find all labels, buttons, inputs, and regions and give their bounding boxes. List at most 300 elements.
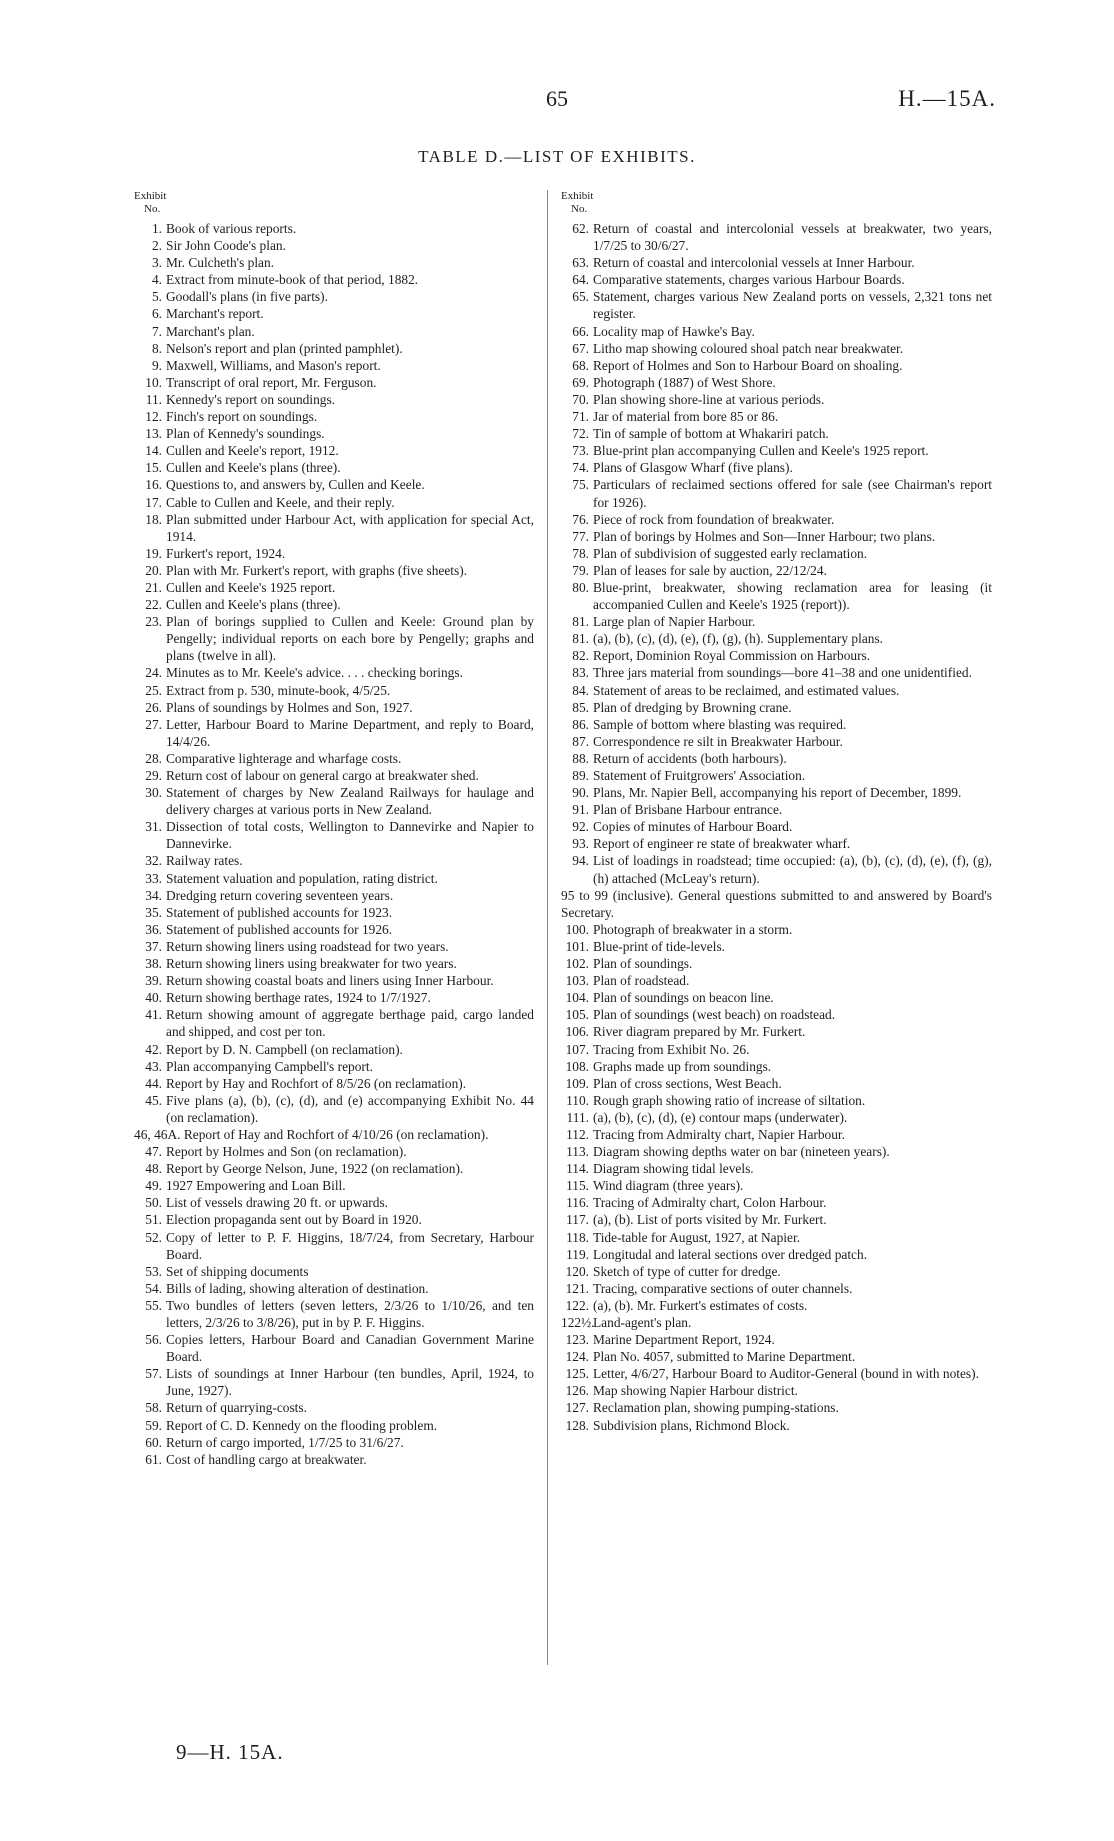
exhibit-entry [134,442,534,459]
exhibit-entry [134,374,534,391]
exhibit-number: 65. [572,289,589,305]
exhibit-entry [561,647,992,664]
exhibit-entry [561,476,992,510]
exhibit-description: Letter, Harbour Board to Marine Department, and reply to Board, 14/4/26. [166,716,534,749]
exhibit-number: 83. [572,665,589,681]
exhibit-description: Copies of minutes of Harbour Board. [593,819,793,835]
exhibit-number: 60. [145,1434,162,1450]
exhibit-number: 17. [145,494,162,510]
exhibit-description: Plan of subdivision of suggested early reclamation. [593,545,868,561]
exhibit-description: Plan of soundings (west beach) on roadstead. [593,1007,836,1023]
exhibit-entry [561,835,992,852]
exhibit-number: 122½. [561,1315,595,1330]
exhibit-number: 91. [572,802,589,818]
exhibit-number: 121. [565,1280,589,1296]
exhibit-number: 49. [145,1178,162,1194]
exhibit-number: 27. [145,716,162,732]
exhibit-number: 47. [145,1144,162,1160]
exhibit-entry [561,801,992,818]
exhibit-description: List of vessels drawing 20 ft. or upwards. [166,1195,389,1211]
exhibit-number: 75. [572,477,589,493]
exhibit-number: 111. [566,1109,589,1125]
exhibit-description: Finch's report on soundings. [166,409,318,425]
exhibit-entry [134,271,534,288]
exhibit-description: Tracing, comparative sections of outer channels. [593,1280,853,1296]
exhibit-description: Report of Hay and Rochfort of 4/10/26 (on reclamation). [183,1126,489,1142]
exhibit-description: Report, Dominion Royal Commission on Harbours. [593,648,871,664]
exhibit-entry [561,767,992,784]
exhibit-number: 30. [145,785,162,801]
exhibit-number: 107. [565,1041,589,1057]
exhibit-description: (a), (b). List of ports visited by Mr. Furkert. [593,1212,827,1228]
exhibit-description: Plan with Mr. Furkert's report, with graphs (five sheets). [166,562,468,578]
exhibit-number: 101. [565,938,589,954]
exhibit-description: Return cost of labour on general cargo at breakwater shed. [166,768,479,783]
exhibit-description: Return showing coastal boats and liners using Inner Harbour. [166,973,494,989]
exhibit-description: Return showing berthage rates, 1924 to 1/7/1927. [166,990,431,1006]
exhibit-entry [134,1143,534,1160]
exhibit-number: 88. [572,750,589,766]
exhibit-entry [134,664,534,681]
exhibit-description: Lists of soundings at Inner Harbour (ten bundles, April, 1924, to June, 1927). [166,1366,534,1399]
exhibit-entry [561,1280,992,1297]
exhibit-number: 102. [565,956,589,972]
exhibit-number: 110. [566,1092,589,1108]
exhibit-number: 4. [151,272,162,288]
exhibit-entry [134,1041,534,1058]
exhibit-number: 106. [565,1024,589,1040]
exhibit-entry [561,1314,992,1331]
exhibit-entry [561,682,992,699]
exhibit-description: Plans of Glasgow Wharf (five plans). [593,460,793,476]
exhibit-entry [134,682,534,699]
exhibit-entry [561,1399,992,1416]
exhibit-entry [134,288,534,305]
exhibit-description: Cullen and Keele's 1925 report. [166,579,336,595]
exhibit-number: 114. [566,1161,589,1177]
exhibit-entry [561,1229,992,1246]
exhibit-number: 56. [145,1332,162,1348]
exhibit-number: 55. [145,1297,162,1313]
exhibit-description: Report by D. N. Campbell (on reclamation). [166,1041,403,1057]
exhibit-description: Return of coastal and intercolonial vessels at Inner Harbour. [593,255,915,271]
exhibit-description: Return showing liners using roadstead for two years. [166,938,449,954]
exhibit-number: 9. [151,357,162,373]
exhibit-entry [561,1177,992,1194]
exhibit-entry [561,1331,992,1348]
exhibit-description: Marine Department Report, 1924. [593,1332,775,1348]
exhibit-description: Statement of Fruitgrowers' Association. [593,768,806,783]
exhibit-entry [134,1194,534,1211]
exhibit-description: Report of C. D. Kennedy on the flooding problem. [166,1417,438,1433]
exhibit-entry [134,596,534,613]
exhibit-number: 67. [572,340,589,356]
exhibit-entry [134,562,534,579]
exhibit-entry [134,1126,534,1143]
exhibit-entry [134,972,534,989]
exhibit-description: Plan of soundings on beacon line. [593,990,774,1006]
exhibit-description: Statement of charges by New Zealand Railways for haulage and delivery charges at various ports in New Zealand. [166,785,534,818]
exhibit-entry [134,340,534,357]
exhibit-number: 33. [145,870,162,886]
exhibit-entry [134,1417,534,1434]
exhibit-description: Minutes as to Mr. Keele's advice. . . . checking borings. [166,665,463,681]
exhibit-description: Return showing liners using breakwater for two years. [166,956,457,972]
column-heading-exhibit: Exhibit [561,190,594,202]
exhibit-entry [561,271,992,288]
exhibit-description: Plan of soundings. [593,956,693,972]
exhibit-number: 59. [145,1417,162,1433]
exhibit-description: Plan No. 4057, submitted to Marine Department. [593,1349,856,1365]
exhibit-description: Report by Holmes and Son (on reclamation). [166,1144,407,1160]
exhibit-entry [134,1211,534,1228]
exhibit-entry [561,716,992,733]
exhibit-entry [134,870,534,887]
exhibit-number: 127. [565,1400,589,1416]
exhibit-entry [561,921,992,938]
exhibit-description: Dredging return covering seventeen years. [166,887,394,903]
exhibit-number: 104. [565,990,589,1006]
exhibit-entry [134,938,534,955]
exhibit-description: Plan of borings by Holmes and Son—Inner Harbour; two plans. [593,528,936,544]
exhibit-entry [134,305,534,322]
exhibit-entry [561,579,992,613]
exhibit-entry [134,254,534,271]
exhibit-description: Bills of lading, showing alteration of destination. [166,1280,429,1296]
exhibit-entry [561,1075,992,1092]
exhibit-number: 64. [572,272,589,288]
exhibit-entry [561,254,992,271]
exhibit-number: 69. [572,374,589,390]
exhibit-description: Dissection of total costs, Wellington to Dannevirke and Napier to Dannevirke. [166,819,534,852]
exhibit-number: 66. [572,323,589,339]
exhibit-entry [134,511,534,545]
column-heading [561,190,992,216]
exhibit-description: Photograph (1887) of West Shore. [593,374,776,390]
exhibit-number: 81. [572,614,589,630]
exhibit-number: 87. [572,733,589,749]
exhibit-description: Return showing amount of aggregate berthage paid, cargo landed and shipped, and cost per ton. [166,1007,534,1040]
exhibit-entry [134,1160,534,1177]
exhibit-entry [561,340,992,357]
exhibit-description: Nelson's report and plan (printed pamphlet). [166,340,403,356]
exhibit-description: Land-agent's plan. [593,1315,692,1330]
exhibit-description: Return of cargo imported, 1/7/25 to 31/6/27. [166,1434,404,1450]
exhibit-number: 24. [145,665,162,681]
page-number: 65 [546,86,568,111]
exhibit-number: 120. [565,1263,589,1279]
exhibit-description: Statement of published accounts for 1923. [166,904,393,920]
exhibit-description: Report of Holmes and Son to Harbour Board on shoaling. [593,357,903,373]
exhibit-number: 86. [572,716,589,732]
exhibit-description: (a), (b), (c), (d), (e), (f), (g), (h). Supplementary plans. [593,631,884,647]
exhibit-description: Two bundles of letters (seven letters, 2/3/26 to 1/10/26, and ten letters, 2/3/26 to 3/8/26), put in by P. F. Higgins. [166,1297,534,1330]
exhibit-entry [561,1023,992,1040]
exhibit-description: Correspondence re silt in Breakwater Harbour. [593,733,843,749]
exhibit-description: Plan of roadstead. [593,973,690,989]
exhibit-number: 13. [145,426,162,442]
exhibit-number: 19. [145,545,162,561]
exhibit-description: Election propaganda sent out by Board in 1920. [166,1212,422,1228]
exhibit-entry [134,425,534,442]
exhibit-entry [134,1451,534,1468]
exhibit-description: Set of shipping documents [166,1263,309,1279]
exhibit-number: 36. [145,921,162,937]
exhibit-number: 109. [565,1075,589,1091]
exhibit-description: Tracing from Exhibit No. 26. [593,1041,750,1057]
exhibit-number: 1. [151,221,162,236]
exhibit-entry [561,323,992,340]
exhibit-entry [134,716,534,750]
exhibit-number: 12. [145,409,162,425]
right-entries [561,220,992,1434]
exhibit-description: Kennedy's report on soundings. [166,391,336,407]
exhibit-entry [561,562,992,579]
exhibit-number: 124. [565,1349,589,1365]
exhibit-entry [561,784,992,801]
exhibit-number: 116. [566,1195,589,1211]
exhibit-description: Sample of bottom where blasting was required. [593,716,847,732]
exhibit-number: 3. [151,255,162,271]
exhibit-number: 63. [572,255,589,271]
exhibit-number: 76. [572,511,589,527]
exhibit-description: Plan of cross sections, West Beach. [593,1075,782,1091]
exhibit-description: to 99 (inclusive). General questions submitted to and answered by Board's Secretary. [561,887,992,920]
exhibit-number: 18. [145,511,162,527]
exhibit-entry [561,1092,992,1109]
exhibit-entry [561,613,992,630]
exhibit-description: Plan accompanying Campbell's report. [166,1058,373,1074]
exhibit-entry [561,459,992,476]
exhibit-description: Statement of areas to be reclaimed, and estimated values. [593,682,900,698]
exhibit-number: 38. [145,956,162,972]
exhibit-number: 15. [145,460,162,476]
exhibit-description: Report of engineer re state of breakwater wharf. [593,836,851,852]
exhibit-number: 8. [151,340,162,356]
exhibit-entry [134,579,534,596]
exhibit-entry [134,887,534,904]
exhibit-number: 62. [572,221,589,236]
exhibit-description: (a), (b), (c), (d), (e) contour maps (underwater). [593,1109,848,1125]
exhibit-entry [561,699,992,716]
column-heading [134,190,534,216]
exhibit-entry [134,1092,534,1126]
exhibit-entry [134,323,534,340]
exhibit-entry [561,288,992,322]
exhibit-entry [134,904,534,921]
exhibit-entry [134,1058,534,1075]
exhibit-entry [561,1194,992,1211]
exhibit-description: Cullen and Keele's report, 1912. [166,443,339,459]
exhibit-description: Tracing of Admiralty chart, Colon Harbour. [593,1195,827,1211]
exhibit-description: Statement of published accounts for 1926. [166,921,393,937]
column-heading-no: No. [571,203,588,215]
exhibit-number: 118. [566,1229,589,1245]
exhibit-description: Five plans (a), (b), (c), (d), and (e) accompanying Exhibit No. 44 (on reclamation). [166,1092,534,1125]
exhibit-entry [134,1075,534,1092]
exhibit-entry [561,938,992,955]
exhibit-entry [561,1143,992,1160]
exhibit-description: Rough graph showing ratio of increase of siltation. [593,1092,866,1108]
exhibit-entry [561,955,992,972]
exhibit-description: Diagram showing depths water on bar (nineteen years). [593,1144,890,1160]
exhibit-entry [134,1365,534,1399]
exhibit-entry [561,1041,992,1058]
exhibit-number: 72. [572,426,589,442]
exhibit-number: 77. [572,528,589,544]
exhibit-entry [134,1399,534,1416]
exhibit-entry [134,459,534,476]
signature-mark: 9—H. 15A. [176,1740,284,1764]
exhibit-number: 58. [145,1400,162,1416]
exhibit-number: 37. [145,938,162,954]
exhibit-entry [561,1297,992,1314]
exhibit-entry [561,887,992,921]
exhibit-entry [561,1126,992,1143]
exhibit-entry [561,1348,992,1365]
exhibit-entry [134,220,534,237]
exhibit-entry [561,357,992,374]
exhibit-number: 34. [145,887,162,903]
exhibit-number: 48. [145,1161,162,1177]
exhibit-description: Wind diagram (three years). [593,1178,744,1194]
exhibit-entry [134,391,534,408]
exhibit-description: Questions to, and answers by, Cullen and Keele. [166,477,425,493]
exhibit-entry [561,1006,992,1023]
exhibit-entry [561,1058,992,1075]
exhibit-description: Tide-table for August, 1927, at Napier. [593,1229,801,1245]
exhibit-description: 1927 Empowering and Loan Bill. [166,1178,346,1194]
column-heading-no: No. [144,203,161,215]
exhibit-description: Litho map showing coloured shoal patch near breakwater. [593,340,904,356]
exhibit-entry [561,220,992,254]
exhibit-description: Blue-print plan accompanying Cullen and Keele's 1925 report. [593,443,929,459]
exhibit-entry [561,852,992,886]
exhibit-description: Marchant's report. [166,306,264,322]
exhibit-description: Railway rates. [166,853,243,869]
exhibit-number: 113. [566,1144,589,1160]
exhibit-number: 57. [145,1366,162,1382]
exhibit-number: 31. [145,819,162,835]
exhibit-number: 46, 46A. [134,1126,181,1142]
exhibit-number: 51. [145,1212,162,1228]
exhibit-description: Plan submitted under Harbour Act, with application for special Act, 1914. [166,511,534,544]
exhibit-description: Longitudal and lateral sections over dredged patch. [593,1246,868,1262]
exhibit-description: Sir John Coode's plan. [166,238,286,254]
exhibit-description: Cable to Cullen and Keele, and their reply. [166,494,395,510]
exhibit-entry [134,1331,534,1365]
exhibit-entry [134,750,534,767]
exhibit-description: Return of quarrying-costs. [166,1400,307,1416]
exhibit-description: Transcript of oral report, Mr. Ferguson. [166,374,377,390]
exhibit-description: Plan of borings supplied to Cullen and Keele: Ground plan by Pengelly; individual reports on each bore by Pengelly; graphs and plans (twelve in all). [166,614,534,664]
exhibit-number: 73. [572,443,589,459]
exhibit-description: Cullen and Keele's plans (three). [166,460,341,476]
exhibit-number: 78. [572,545,589,561]
exhibit-entry [134,818,534,852]
exhibit-description: Maxwell, Williams, and Mason's report. [166,357,381,373]
exhibit-number: 71. [572,409,589,425]
exhibit-entry [561,1382,992,1399]
exhibit-entry [134,784,534,818]
exhibit-description: Plan of leases for sale by auction, 22/12/24. [593,562,827,578]
exhibit-description: Tin of sample of bottom at Whakariri patch. [593,426,829,442]
exhibit-description: Blue-print of tide-levels. [593,938,726,954]
exhibit-number: 122. [565,1297,589,1313]
exhibit-description: Report by Hay and Rochfort of 8/5/26 (on reclamation). [166,1075,467,1091]
exhibit-number: 29. [145,768,162,783]
exhibit-number: 7. [151,323,162,339]
exhibit-entry [561,664,992,681]
exhibit-number: 115. [566,1178,589,1194]
exhibit-description: Graphs made up from soundings. [593,1058,772,1074]
exhibit-entry [134,989,534,1006]
exhibit-number: 35. [145,904,162,920]
exhibit-entry [561,408,992,425]
left-entries [134,220,534,1468]
exhibit-description: Subdivision plans, Richmond Block. [593,1417,790,1433]
exhibit-number: 26. [145,699,162,715]
exhibit-entry [561,1417,992,1434]
exhibit-entry [134,955,534,972]
exhibit-entry [561,511,992,528]
exhibit-number: 95 [561,887,575,903]
exhibit-number: 40. [145,990,162,1006]
exhibit-entry [134,545,534,562]
exhibit-description: Photograph of breakwater in a storm. [593,921,793,937]
exhibit-number: 85. [572,699,589,715]
exhibit-entry [134,852,534,869]
exhibit-number: 21. [145,579,162,595]
column-heading-exhibit: Exhibit [134,190,167,202]
exhibit-description: Locality map of Hawke's Bay. [593,323,755,339]
exhibit-entry [134,921,534,938]
exhibit-number: 50. [145,1195,162,1211]
exhibit-description: Book of various reports. [166,221,297,236]
exhibit-number: 10. [145,374,162,390]
exhibit-number: 108. [565,1058,589,1074]
exhibit-description: Particulars of reclaimed sections offered for sale (see Chairman's report for 1926). [593,477,992,510]
exhibit-description: Furkert's report, 1924. [166,545,286,561]
exhibit-description: Statement valuation and population, rating district. [166,870,438,886]
exhibit-description: Map showing Napier Harbour district. [593,1383,798,1399]
exhibit-number: 126. [565,1383,589,1399]
exhibit-number: 52. [145,1229,162,1245]
exhibit-entry [561,545,992,562]
exhibit-number: 128. [565,1417,589,1433]
exhibit-entry [561,972,992,989]
exhibit-number: 32. [145,853,162,869]
exhibit-number: 2. [151,238,162,254]
exhibit-entry [561,391,992,408]
exhibit-description: Marchant's plan. [166,323,255,339]
exhibit-number: 14. [145,443,162,459]
exhibit-entry [561,1263,992,1280]
exhibit-number: 82. [572,648,589,664]
exhibit-number: 11. [145,391,162,407]
exhibit-entry [561,750,992,767]
exhibit-description: Diagram showing tidal levels. [593,1161,754,1177]
exhibit-number: 45. [145,1092,162,1108]
exhibit-entry [134,767,534,784]
exhibit-description: Extract from p. 530, minute-book, 4/5/25. [166,682,391,698]
exhibit-number: 100. [565,921,589,937]
exhibit-description: Copies letters, Harbour Board and Canadian Government Marine Board. [166,1332,534,1365]
exhibit-entry [134,613,534,664]
exhibit-entry [561,733,992,750]
exhibit-description: Copy of letter to P. F. Higgins, 18/7/24, from Secretary, Harbour Board. [166,1229,534,1262]
exhibit-number: 6. [151,306,162,322]
